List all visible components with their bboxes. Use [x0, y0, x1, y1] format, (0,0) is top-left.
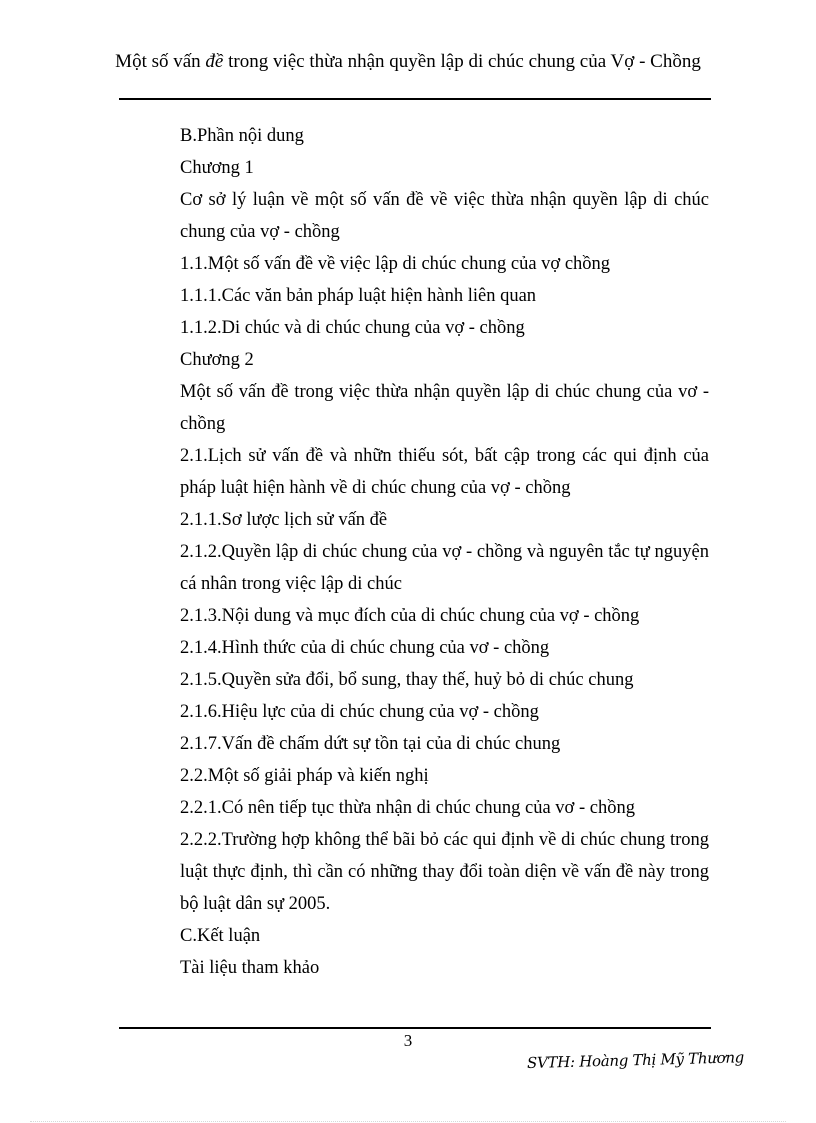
toc-item: 2.2.2.Trường hợp không thể bãi bỏ các qui định về di chúc chung trong luật thực định, thì cần có những thay đổi toàn diện về vấn đề này trong bộ luật dân sự 2005. — [180, 830, 709, 914]
toc-item: Chương 2 — [180, 350, 254, 370]
toc-item: C.Kết luận — [180, 926, 261, 946]
toc-item: 2.1.Lịch sử vấn đề và nhữn thiếu sót, bất cập trong các qui định của pháp luật hiện hành về di chúc chung của vợ - chồng — [180, 446, 709, 498]
running-header-title — [0, 50, 816, 74]
toc-item: 2.1.1.Sơ lược lịch sử vấn đề — [180, 510, 388, 530]
page-edge-dotted-line — [30, 1121, 786, 1122]
header-title-part-1: Một số vấn — [115, 51, 206, 72]
page-number: 3 — [403, 1031, 413, 1050]
table-of-contents — [180, 120, 709, 984]
toc-item: 2.1.2.Quyền lập di chúc chung của vợ - chồng và nguyên tắc tự nguyện cá nhân trong việc lập di chúc — [180, 542, 709, 594]
toc-item: B.Phần nội dung — [180, 126, 304, 146]
toc-item: 2.1.4.Hình thức của di chúc chung của vơ - chồng — [180, 638, 550, 658]
toc-item: 1.1.Một số vấn đề về việc lập di chúc chung của vợ chồng — [180, 254, 611, 274]
header-title-italic: đề — [205, 51, 224, 72]
toc-item: 2.1.6.Hiệu lực của di chúc chung của vợ - chồng — [180, 702, 539, 722]
toc-item: 1.1.1.Các văn bản pháp luật hiện hành liên quan — [180, 286, 537, 306]
toc-item: Cơ sở lý luận về một số vấn đề về việc thừa nhận quyền lập di chúc chung của vợ - chồng — [180, 190, 709, 242]
toc-item: Một số vấn đề trong việc thừa nhận quyền lập di chúc chung của vơ - chồng — [180, 382, 709, 434]
header-title-part-2: trong việc thừa nhận quyền lập di chúc chung của Vợ - Chồng — [223, 51, 701, 72]
toc-item: 2.1.7.Vấn đề chấm dứt sự tồn tại của di chúc chung — [180, 734, 561, 754]
toc-item: 2.1.3.Nội dung và mục đích của di chúc chung của vợ - chồng — [180, 606, 640, 626]
footer-divider — [119, 1027, 711, 1029]
header-divider — [119, 98, 711, 100]
toc-item: Chương 1 — [180, 158, 254, 178]
student-signature: SVTH: Hoàng Thị Mỹ Thương — [526, 1048, 745, 1072]
toc-item: 1.1.2.Di chúc và di chúc chung của vợ - chồng — [180, 318, 525, 338]
toc-item: 2.2.Một số giải pháp và kiến nghị — [180, 766, 429, 786]
toc-item: 2.1.5.Quyền sửa đổi, bổ sung, thay thế, huỷ bỏ di chúc chung — [180, 670, 634, 690]
toc-item: 2.2.1.Có nên tiếp tục thừa nhận di chúc chung của vơ - chồng — [180, 798, 635, 818]
toc-item: Tài liệu tham khảo — [180, 958, 320, 978]
